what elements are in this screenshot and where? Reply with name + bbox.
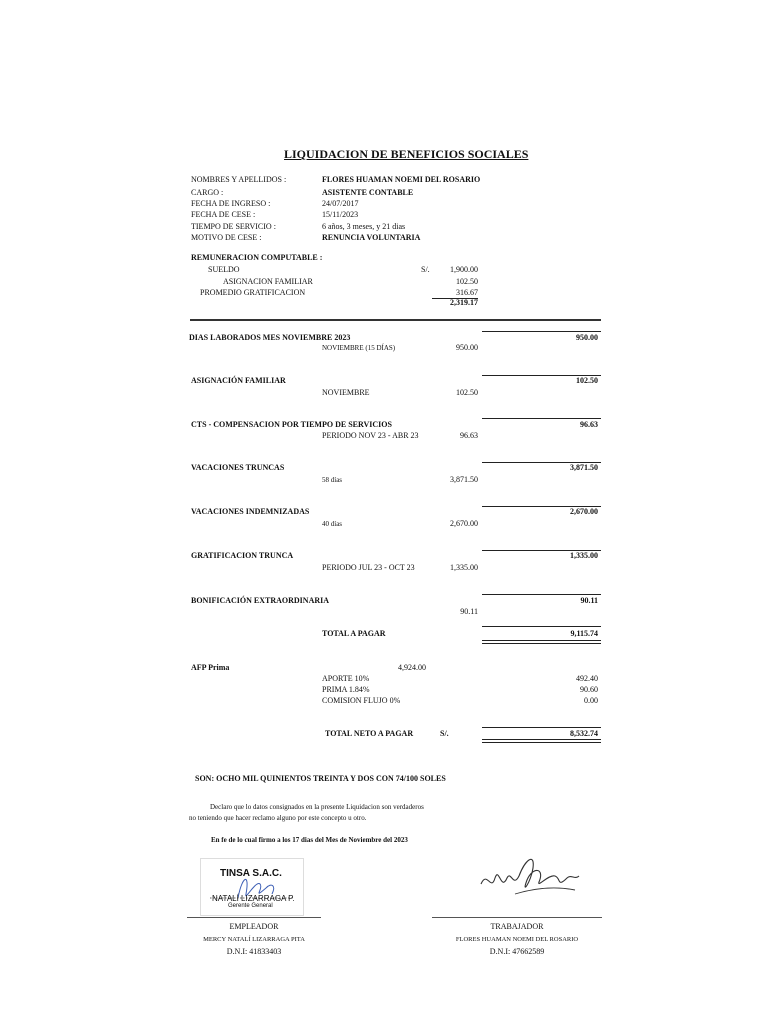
- employer-name: MERCY NATALÍ LIZARRAGA PITA: [203, 936, 305, 943]
- section-title: VACACIONES TRUNCAS: [191, 463, 285, 472]
- section-total: 90.11: [580, 596, 598, 605]
- total-label: TOTAL A PAGAR: [322, 629, 386, 638]
- stamp-company: TINSA S.A.C.: [220, 868, 282, 879]
- declaration-line: Declaro que lo datos consignados en la presente Liquidacion son verdaderos: [210, 803, 424, 811]
- afp-item-label: PRIMA 1.84%: [322, 685, 370, 694]
- info-value: RENUNCIA VOLUNTARIA: [322, 233, 421, 242]
- rem-item-label: SUELDO: [208, 265, 240, 274]
- section-title: VACACIONES INDEMNIZADAS: [191, 507, 310, 516]
- total-line-top: [482, 626, 601, 627]
- afp-item-value: 492.40: [576, 674, 598, 683]
- rem-item-label: ASIGNACION FAMILIAR: [223, 277, 313, 286]
- section-total: 102.50: [576, 376, 598, 385]
- section-detail-value: 1,335.00: [450, 563, 478, 572]
- section-detail: NOVIEMBRE: [322, 388, 370, 397]
- section-total: 950.00: [576, 333, 598, 342]
- total-value: 9,115.74: [570, 629, 598, 638]
- section-detail: PERIODO NOV 23 - ABR 23: [322, 431, 419, 440]
- worker-signature-line: [432, 917, 602, 918]
- document-title: LIQUIDACION DE BENEFICIOS SOCIALES: [284, 147, 529, 161]
- employer-stamp: [200, 858, 304, 916]
- section-divider: [190, 319, 601, 321]
- section-detail: PERIODO JUL 23 - OCT 23: [322, 563, 415, 572]
- worker-signature: [475, 848, 585, 913]
- info-label: CARGO :: [191, 188, 224, 197]
- stamp-name: NATALÍ LIZARRAGA P.: [212, 894, 295, 903]
- neto-label: TOTAL NETO A PAGAR: [325, 729, 414, 738]
- section-title: GRATIFICACION TRUNCA: [191, 551, 294, 560]
- declaration-line: no teniendo que hacer reclamo alguno por este concepto u otro.: [189, 814, 367, 822]
- info-label: TIEMPO DE SERVICIO :: [191, 222, 276, 231]
- neto-value: 8,532.74: [570, 729, 598, 738]
- section-total: 2,670.00: [570, 507, 598, 516]
- rem-item-value: 316.67: [456, 288, 478, 297]
- info-value: ASISTENTE CONTABLE: [322, 188, 414, 197]
- section-detail: NOVIEMBRE (15 DÍAS): [322, 344, 396, 352]
- info-label: FECHA DE INGRESO :: [191, 199, 271, 208]
- info-label: NOMBRES Y APELLIDOS :: [191, 175, 287, 184]
- employer-dni: D.N.I: 41833403: [226, 947, 282, 956]
- info-value: 15/11/2023: [322, 210, 359, 219]
- afp-item-value: 90.60: [580, 685, 598, 694]
- section-detail-value: 102.50: [456, 388, 478, 397]
- remuneracion-heading: REMUNERACION COMPUTABLE :: [191, 253, 323, 262]
- info-label: MOTIVO DE CESE :: [191, 233, 262, 242]
- rem-item-label: PROMEDIO GRATIFICACION: [200, 288, 306, 297]
- worker-role: TRABAJADOR: [490, 922, 544, 931]
- rem-total: 2,319.17: [450, 298, 478, 307]
- section-detail: 40 días: [322, 520, 343, 528]
- neto-line-bottom: [482, 739, 601, 740]
- section-total: 1,335.00: [570, 551, 598, 560]
- signing-statement: En fe de lo cual firmo a los 17 dias del Mes de Noviembre del 2023: [211, 836, 408, 844]
- total-line-double: [482, 643, 601, 644]
- section-line: [482, 418, 601, 419]
- section-total: 96.63: [580, 420, 598, 429]
- neto-line-double: [482, 742, 601, 743]
- section-detail-value: 950.00: [456, 343, 478, 352]
- section-detail: 58 días: [322, 476, 343, 484]
- afp-item-value: 0.00: [584, 696, 598, 705]
- afp-item-label: COMISION FLUJO 0%: [322, 696, 401, 705]
- rem-item-value: 102.50: [456, 277, 478, 286]
- neto-line-top: [482, 727, 601, 728]
- section-title: BONIFICACIÓN EXTRAORDINARIA: [191, 596, 330, 605]
- section-title: ASIGNACIÓN FAMILIAR: [191, 376, 286, 385]
- section-line: [482, 594, 601, 595]
- section-title: CTS - COMPENSACION POR TIEMPO DE SERVICIOS: [191, 420, 392, 429]
- employer-role: EMPLEADOR: [229, 922, 279, 931]
- afp-base: 4,924.00: [398, 663, 426, 672]
- section-line: [482, 331, 601, 332]
- afp-item-label: APORTE 10%: [322, 674, 370, 683]
- section-detail-value: 90.11: [460, 607, 478, 616]
- section-title: DIAS LABORADOS MES NOVIEMBRE 2023: [189, 333, 351, 342]
- info-value: 24/07/2017: [322, 199, 359, 208]
- section-detail-value: 96.63: [460, 431, 478, 440]
- stamp-role: Gerente General: [228, 903, 273, 909]
- total-line-bottom: [482, 640, 601, 641]
- worker-dni: D.N.I: 47662589: [489, 947, 545, 956]
- info-label: FECHA DE CESE :: [191, 210, 256, 219]
- rem-item-value: 1,900.00: [450, 265, 478, 274]
- worker-name: FLORES HUAMAN NOEMI DEL ROSARIO: [455, 936, 579, 943]
- amount-in-words: SON: OCHO MIL QUINIENTOS TREINTA Y DOS CON 74/100 SOLES: [195, 774, 446, 783]
- signature-icon: [475, 848, 585, 908]
- afp-label: AFP Prima: [191, 663, 230, 672]
- section-total: 3,871.50: [570, 463, 598, 472]
- currency-symbol: S/.: [421, 265, 430, 274]
- employer-signature-line: [187, 917, 321, 918]
- section-detail-value: 3,871.50: [450, 475, 478, 484]
- info-value: FLORES HUAMAN NOEMI DEL ROSARIO: [322, 175, 481, 184]
- neto-currency: S/.: [440, 729, 449, 738]
- info-value: 6 años, 3 meses, y 21 dias: [322, 222, 406, 231]
- section-detail-value: 2,670.00: [450, 519, 478, 528]
